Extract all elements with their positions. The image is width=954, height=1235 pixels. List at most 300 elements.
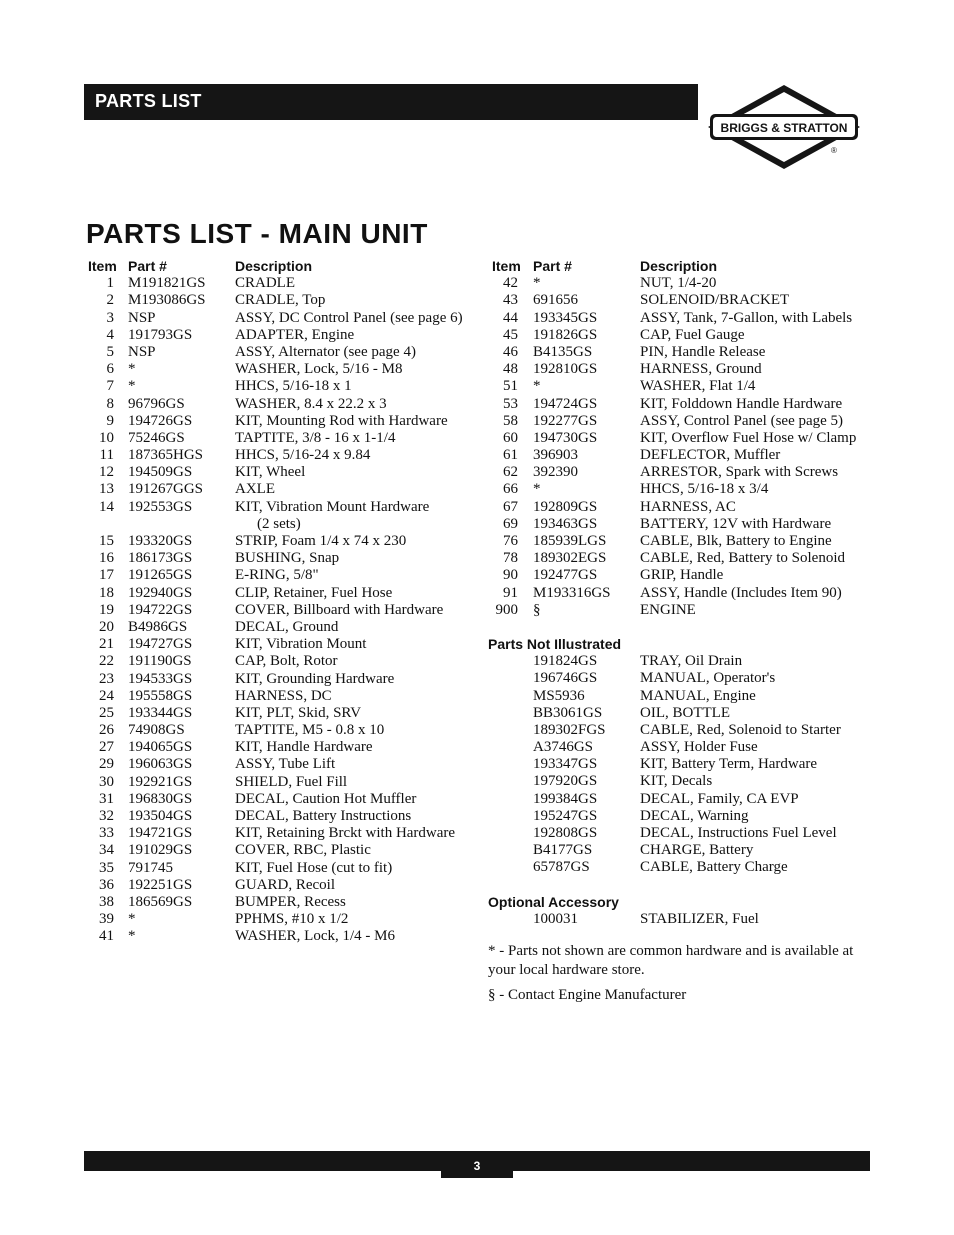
parts-row	[86, 481, 476, 498]
parts-row	[488, 361, 878, 378]
parts-row	[488, 430, 878, 447]
part-description: TAPTITE, 3/8 - 16 x 1-1/4	[235, 429, 396, 446]
item-number: 11	[99, 447, 114, 464]
optional-accessory-title: Optional Accessory	[488, 893, 619, 910]
part-description: MANUAL, Engine	[640, 687, 756, 704]
part-description: CRADLE	[235, 275, 295, 292]
part-description: ASSY, DC Control Panel (see page 6)	[235, 309, 463, 326]
part-number: 199384GS	[533, 790, 598, 807]
part-description: NUT, 1/4-20	[640, 275, 717, 292]
item-number: 19	[99, 601, 114, 618]
part-number: 192921GS	[128, 773, 193, 790]
item-number: 46	[503, 343, 518, 360]
part-description: KIT, Grounding Hardware	[235, 670, 395, 687]
item-number: 61	[503, 447, 518, 464]
part-number: MS5936	[533, 687, 585, 704]
part-description: MANUAL, Operator's	[640, 670, 776, 687]
part-description: KIT, Retaining Brckt with Hardware	[235, 825, 456, 842]
parts-row	[86, 378, 476, 395]
item-number: 39	[99, 911, 114, 928]
part-description: ASSY, Tank, 7-Gallon, with Labels	[640, 309, 853, 326]
part-description: DECAL, Family, CA EVP	[640, 790, 799, 807]
part-description: CABLE, Battery Charge	[640, 859, 788, 876]
part-description: ASSY, Handle (Includes Item 90)	[640, 584, 842, 601]
part-number: 185939LGS	[533, 533, 607, 549]
part-description: HHCS, 5/16-18 x 1	[235, 378, 352, 395]
part-number: 195247GS	[533, 807, 598, 824]
part-description: HARNESS, DC	[235, 687, 332, 704]
part-number: 191265GS	[128, 567, 193, 584]
part-number: 194509GS	[128, 464, 193, 481]
part-description: HHCS, 5/16-24 x 9.84	[235, 447, 371, 464]
part-description: AXLE	[235, 481, 275, 498]
part-number: NSP	[128, 343, 156, 360]
part-number: 193463GS	[533, 515, 598, 532]
item-number: 20	[99, 618, 114, 635]
parts-row	[86, 585, 476, 602]
parts-row	[86, 894, 476, 911]
item-number: 30	[99, 773, 114, 790]
part-number: 191793GS	[128, 326, 193, 343]
parts-row	[86, 791, 476, 808]
part-number: *	[128, 911, 136, 928]
part-number: *	[128, 361, 136, 378]
item-number: 60	[503, 429, 518, 446]
item-number: 16	[99, 550, 114, 567]
parts-row	[488, 464, 878, 481]
parts-row	[86, 808, 476, 825]
part-description: KIT, Vibration Mount Hardware	[235, 498, 430, 515]
parts-row	[86, 619, 476, 636]
item-number: 7	[106, 378, 114, 395]
parts-row	[488, 585, 878, 602]
part-number: A3746GS	[533, 739, 594, 756]
parts-row	[86, 327, 476, 344]
parts-row	[488, 859, 878, 876]
part-description: CAP, Bolt, Rotor	[235, 653, 338, 670]
part-number: 191826GS	[533, 326, 598, 343]
part-number: 194533GS	[128, 670, 193, 687]
item-number: 5	[106, 343, 114, 360]
part-description: DECAL, Ground	[235, 618, 339, 635]
part-number: 195558GS	[128, 687, 193, 704]
parts-row	[86, 430, 476, 447]
part-number: 791745	[128, 859, 173, 876]
parts-row	[86, 636, 476, 653]
part-description: WASHER, Flat 1/4	[640, 378, 756, 395]
parts-list-left	[86, 275, 476, 945]
part-number: 194727GS	[128, 636, 193, 653]
part-number: *	[128, 928, 136, 945]
item-number: 12	[99, 464, 114, 481]
parts-row	[488, 550, 878, 567]
part-description: E-RING, 5/8"	[235, 567, 319, 584]
parts-row	[86, 705, 476, 722]
parts-row	[488, 688, 878, 705]
part-number: 194724GS	[533, 395, 598, 412]
part-description: WASHER, 8.4 x 22.2 x 3	[235, 395, 387, 412]
part-description: CLIP, Retainer, Fuel Hose	[235, 584, 393, 601]
part-description: GUARD, Recoil	[235, 876, 335, 893]
parts-row	[488, 705, 878, 722]
column-headers	[86, 258, 476, 275]
item-number: 69	[503, 515, 518, 532]
part-description: ASSY, Holder Fuse	[640, 739, 758, 756]
parts-row	[86, 292, 476, 309]
header-item: Item	[88, 258, 117, 274]
part-description: KIT, PLT, Skid, SRV	[235, 704, 362, 721]
part-number: B4986GS	[128, 618, 188, 635]
item-number: 36	[99, 876, 114, 893]
part-number: 194730GS	[533, 429, 598, 446]
parts-row	[86, 499, 476, 516]
parts-row	[86, 739, 476, 756]
parts-row	[488, 499, 878, 516]
page-title: PARTS LIST - MAIN UNIT	[86, 218, 428, 249]
parts-column-left	[86, 258, 476, 946]
parts-row	[488, 773, 878, 790]
parts-row	[86, 928, 476, 945]
part-number: 192251GS	[128, 876, 193, 893]
part-description: TRAY, Oil Drain	[640, 653, 743, 670]
part-description: KIT, Vibration Mount	[235, 636, 367, 653]
parts-row	[86, 774, 476, 791]
parts-row	[488, 808, 878, 825]
part-number: 196746GS	[533, 670, 598, 687]
part-description: HHCS, 5/16-18 x 3/4	[640, 481, 769, 498]
parts-row	[488, 327, 878, 344]
parts-row	[86, 688, 476, 705]
part-number: *	[533, 481, 541, 498]
item-number: 76	[503, 533, 518, 549]
part-description: KIT, Mounting Rod with Hardware	[235, 412, 448, 429]
part-number: M191821GS	[128, 275, 206, 292]
part-number: 192277GS	[533, 412, 598, 429]
parts-row	[86, 275, 476, 292]
part-description: STRIP, Foam 1/4 x 74 x 230	[235, 533, 407, 549]
part-description: CABLE, Red, Battery to Solenoid	[640, 550, 845, 567]
part-description: SHIELD, Fuel Fill	[235, 773, 348, 790]
part-number: *	[533, 378, 541, 395]
part-description: HARNESS, AC	[640, 498, 736, 515]
part-number: 192477GS	[533, 567, 598, 584]
asterisk-note: * - Parts not shown are common hardware and is available at your local hardware store.	[488, 942, 854, 978]
part-description: DECAL, Instructions Fuel Level	[640, 825, 837, 841]
parts-row	[86, 533, 476, 550]
part-number: 75246GS	[128, 429, 185, 446]
part-description: BUMPER, Recess	[235, 893, 346, 910]
part-number: 194722GS	[128, 601, 193, 618]
part-description: KIT, Fuel Hose (cut to fit)	[235, 859, 393, 876]
parts-row	[86, 464, 476, 481]
parts-row	[488, 378, 878, 395]
part-description: BATTERY, 12V with Hardware	[640, 515, 832, 532]
item-number: 66	[503, 481, 518, 498]
part-number: 192553GS	[128, 498, 193, 515]
part-number: 189302EGS	[533, 550, 607, 567]
parts-row	[488, 670, 878, 687]
part-number: 191824GS	[533, 653, 598, 670]
item-number: 2	[106, 292, 114, 309]
part-description: STABILIZER, Fuel	[640, 910, 759, 927]
item-number: 21	[99, 636, 114, 653]
part-number: B4177GS	[533, 842, 593, 859]
item-number: 13	[99, 481, 114, 498]
part-description: CHARGE, Battery	[640, 842, 754, 859]
item-number: 24	[99, 687, 114, 704]
part-description: COVER, Billboard with Hardware	[235, 601, 444, 618]
part-number: NSP	[128, 309, 156, 326]
part-number: 193504GS	[128, 808, 193, 824]
item-number: 8	[106, 395, 114, 412]
part-number: 192809GS	[533, 498, 598, 515]
part-description: KIT, Handle Hardware	[235, 739, 373, 756]
parts-row	[86, 413, 476, 430]
header-part: Part #	[128, 258, 167, 274]
part-number: 691656	[533, 292, 578, 309]
parts-row	[86, 567, 476, 584]
parts-row	[488, 653, 878, 670]
part-number: 100031	[533, 910, 578, 927]
parts-list-right	[488, 275, 878, 619]
part-description: KIT, Battery Term, Hardware	[640, 756, 818, 773]
part-description: CABLE, Blk, Battery to Engine	[640, 533, 832, 549]
item-number: 48	[503, 361, 518, 378]
part-description: OIL, BOTTLE	[640, 704, 730, 721]
parts-row	[86, 396, 476, 413]
part-number: 96796GS	[128, 395, 185, 412]
part-description: PIN, Handle Release	[640, 343, 766, 360]
parts-row	[86, 825, 476, 842]
parts-row	[488, 602, 878, 619]
parts-row	[488, 344, 878, 361]
item-number: 900	[495, 601, 518, 618]
optional-accessory-list	[488, 911, 878, 928]
part-number: 392390	[533, 464, 578, 481]
part-description: KIT, Overflow Fuel Hose w/ Clamp	[640, 429, 857, 446]
header-item: Item	[492, 258, 521, 274]
item-number: 33	[99, 825, 114, 842]
part-number: 193320GS	[128, 533, 193, 549]
item-number: 10	[99, 429, 114, 446]
item-number: 15	[99, 533, 114, 549]
column-headers	[488, 258, 878, 275]
part-description: PPHMS, #10 x 1/2	[235, 911, 349, 928]
header-description: Description	[235, 258, 313, 274]
item-number: 34	[99, 842, 114, 859]
parts-row	[488, 722, 878, 739]
item-number: 58	[503, 412, 518, 429]
part-number: 191029GS	[128, 842, 193, 859]
item-number: 31	[99, 790, 114, 807]
parts-row	[488, 310, 878, 327]
part-description: BUSHING, Snap	[235, 550, 340, 567]
parts-row	[488, 739, 878, 756]
item-number: 62	[503, 464, 518, 481]
briggs-stratton-logo	[706, 83, 862, 171]
part-description: DECAL, Caution Hot Muffler	[235, 790, 417, 807]
part-description: DECAL, Warning	[640, 807, 749, 824]
part-description: CRADLE, Top	[235, 292, 326, 309]
part-description: SOLENOID/BRACKET	[640, 292, 790, 309]
part-number: 74908GS	[128, 722, 185, 739]
part-description: CAP, Fuel Gauge	[640, 326, 745, 343]
parts-row	[86, 310, 476, 327]
part-description: CABLE, Red, Solenoid to Starter	[640, 721, 841, 738]
part-number: 186569GS	[128, 893, 193, 910]
parts-row	[86, 877, 476, 894]
parts-row	[488, 396, 878, 413]
part-description: ADAPTER, Engine	[235, 326, 355, 343]
item-number: 3	[106, 309, 114, 326]
parts-row	[86, 602, 476, 619]
parts-row	[488, 292, 878, 309]
page-number: 3	[441, 1151, 513, 1178]
item-number: 18	[99, 584, 114, 601]
registered-mark: ®	[831, 146, 837, 155]
item-number: 26	[99, 722, 114, 739]
part-description: ENGINE	[640, 601, 696, 618]
item-number: 90	[503, 567, 518, 584]
part-description: ASSY, Control Panel (see page 5)	[640, 412, 844, 429]
item-number: 38	[99, 893, 114, 910]
item-number: 51	[503, 378, 518, 395]
part-number: *	[533, 275, 541, 292]
part-description: COVER, RBC, Plastic	[235, 842, 371, 859]
part-description: WASHER, Lock, 1/4 - M6	[235, 928, 395, 945]
part-number: M193316GS	[533, 584, 611, 601]
part-number: 197920GS	[533, 773, 598, 790]
part-number: 192810GS	[533, 361, 598, 378]
item-number: 53	[503, 395, 518, 412]
parts-row	[488, 447, 878, 464]
parts-row	[86, 550, 476, 567]
part-description: ARRESTOR, Spark with Screws	[640, 464, 839, 481]
parts-row	[86, 756, 476, 773]
part-description: TAPTITE, M5 - 0.8 x 10	[235, 722, 385, 739]
item-number: 22	[99, 653, 114, 670]
part-description: ASSY, Tube Lift	[235, 756, 336, 773]
item-number: 17	[99, 567, 114, 584]
item-number: 41	[99, 928, 114, 945]
parts-row	[488, 791, 878, 808]
item-number: 44	[503, 309, 518, 326]
item-number: 78	[503, 550, 518, 567]
part-number: B4135GS	[533, 343, 593, 360]
part-number: 193344GS	[128, 704, 193, 721]
part-description: (2 sets)	[257, 515, 301, 532]
parts-row	[86, 361, 476, 378]
part-description: DEFLECTOR, Muffler	[640, 447, 781, 464]
part-description: KIT, Wheel	[235, 464, 306, 481]
parts-row	[86, 671, 476, 688]
item-number: 1	[106, 275, 114, 292]
part-number: 196063GS	[128, 756, 193, 773]
part-description: GRIP, Handle	[640, 567, 724, 584]
parts-row	[488, 825, 878, 842]
section-label: PARTS LIST	[95, 91, 202, 111]
parts-row	[488, 842, 878, 859]
part-number: 186173GS	[128, 550, 193, 567]
part-number: BB3061GS	[533, 704, 603, 721]
parts-row	[488, 567, 878, 584]
item-number: 43	[503, 292, 518, 309]
part-number: 192940GS	[128, 584, 193, 601]
parts-row	[488, 275, 878, 292]
parts-row	[488, 756, 878, 773]
not-illustrated-list	[488, 653, 878, 876]
logo-text: BRIGGS & STRATTON	[720, 121, 848, 135]
part-number: 196830GS	[128, 790, 193, 807]
not-illustrated-title: Parts Not Illustrated	[488, 635, 622, 652]
parts-row	[488, 516, 878, 533]
part-description: WASHER, Lock, 5/16 - M8	[235, 361, 403, 378]
parts-row	[86, 447, 476, 464]
item-number: 27	[99, 739, 114, 756]
parts-column-right	[488, 258, 878, 1005]
part-number: M193086GS	[128, 292, 206, 309]
part-number: 191267GGS	[128, 481, 204, 498]
item-number: 45	[503, 326, 518, 343]
part-number: 193345GS	[533, 309, 598, 326]
item-number: 91	[503, 584, 518, 601]
part-number: 189302FGS	[533, 721, 606, 738]
section-symbol-note: § - Contact Engine Manufacturer	[488, 986, 687, 1003]
item-number: 6	[106, 361, 114, 378]
part-number: 191190GS	[128, 653, 192, 670]
item-number: 25	[99, 704, 114, 721]
item-number: 67	[503, 498, 518, 515]
parts-row	[86, 842, 476, 859]
parts-row	[488, 911, 878, 928]
part-number: *	[128, 378, 136, 395]
part-number: 187365HGS	[128, 447, 204, 464]
item-number: 35	[99, 859, 114, 876]
parts-row	[488, 413, 878, 430]
item-number: 29	[99, 756, 114, 773]
part-number: 396903	[533, 447, 578, 464]
part-number: 193347GS	[533, 756, 598, 773]
item-number: 32	[99, 808, 114, 824]
parts-row	[86, 860, 476, 877]
part-number: 65787GS	[533, 859, 590, 876]
section-header-bar	[84, 84, 698, 120]
parts-row	[86, 516, 476, 533]
part-number: 194721GS	[128, 825, 193, 842]
part-description: ASSY, Alternator (see page 4)	[235, 343, 416, 360]
part-description: DECAL, Battery Instructions	[235, 808, 412, 824]
parts-row	[86, 722, 476, 739]
parts-row	[488, 533, 878, 550]
header-description: Description	[640, 258, 718, 274]
item-number: 4	[106, 326, 114, 343]
part-description: HARNESS, Ground	[640, 361, 762, 378]
part-number: 192808GS	[533, 825, 598, 841]
parts-row	[86, 911, 476, 928]
parts-row	[86, 653, 476, 670]
parts-row	[488, 481, 878, 498]
item-number: 14	[99, 498, 114, 515]
part-description: KIT, Folddown Handle Hardware	[640, 395, 843, 412]
part-number: 194726GS	[128, 412, 193, 429]
part-number: 194065GS	[128, 739, 193, 756]
item-number: 42	[503, 275, 518, 292]
header-part: Part #	[533, 258, 572, 274]
item-number: 9	[106, 412, 114, 429]
parts-row	[86, 344, 476, 361]
part-description: KIT, Decals	[640, 773, 713, 790]
part-number: §	[533, 601, 541, 618]
